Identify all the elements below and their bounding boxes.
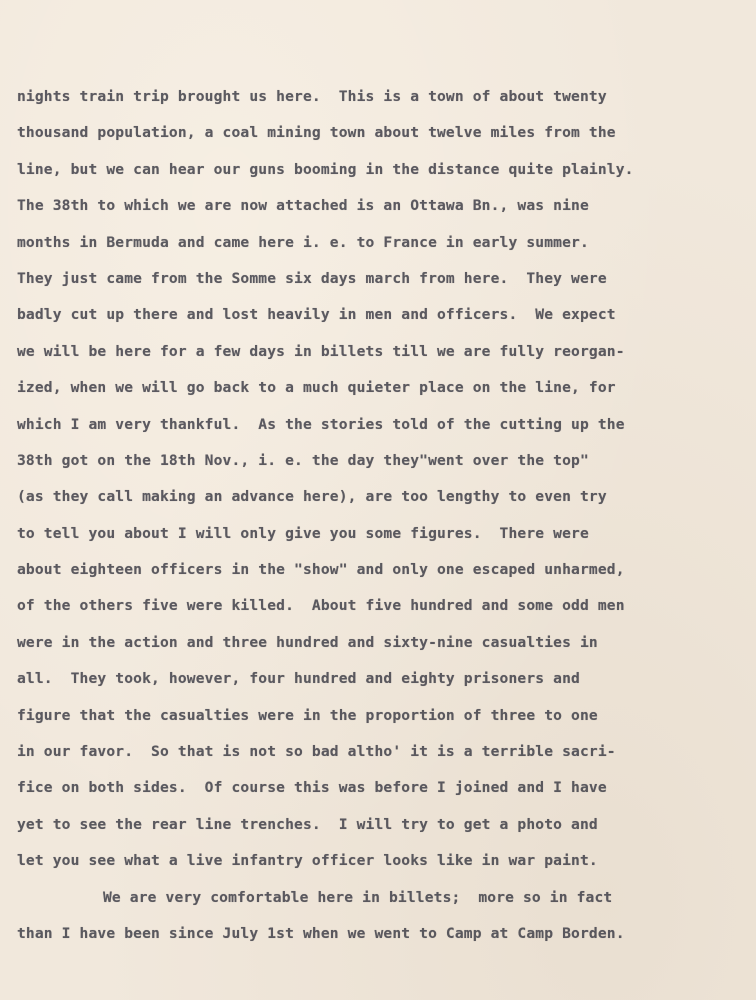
text-line: all. They took, however, four hundred and eighty prisoners and	[17, 670, 580, 688]
text-line: to tell you about I will only give you some figures. There were	[17, 524, 589, 542]
text-line: (as they call making an advance here), are too lengthy to even try	[17, 488, 607, 506]
text-line: about eighteen officers in the "show" and only one escaped unharmed,	[17, 561, 625, 579]
text-line: months in Bermuda and came here i. e. to France in early summer.	[17, 233, 589, 251]
text-line: badly cut up there and lost heavily in men and officers. We expect	[17, 306, 616, 324]
text-line: The 38th to which we are now attached is an Ottawa Bn., was nine	[17, 197, 589, 215]
text-line: were in the action and three hundred and sixty-nine casualties in	[17, 633, 598, 651]
text-line: thousand population, a coal mining town about twelve miles from the	[17, 124, 616, 142]
text-line: 38th got on the 18th Nov., i. e. the day they"went over the top"	[17, 451, 589, 469]
text-line: nights train trip brought us here. This is a town of about twenty	[17, 88, 607, 105]
text-line: ized, when we will go back to a much quieter place on the line, for	[17, 379, 616, 397]
text-line: we will be here for a few days in billets till we are fully reorgan-	[17, 342, 625, 360]
text-line: in our favor. So that is not so bad altho' it is a terrible sacri-	[17, 743, 616, 761]
text-line: line, but we can hear our guns booming in the distance quite plainly.	[17, 160, 634, 178]
text-line: let you see what a live infantry officer looks like in war paint.	[17, 852, 598, 870]
text-line: figure that the casualties were in the proportion of three to one	[17, 706, 598, 724]
text-line: which I am very thankful. As the stories told of the cutting up the	[17, 415, 625, 433]
text-line: yet to see the rear line trenches. I will try to get a photo and	[17, 815, 598, 833]
text-line: They just came from the Somme six days march from here. They were	[17, 269, 607, 287]
paragraph-start-line: We are very comfortable here in billets; more so in fact	[103, 888, 613, 906]
text-line: fice on both sides. Of course this was before I joined and I have	[17, 779, 607, 797]
text-line: of the others five were killed. About five hundred and some odd men	[17, 597, 625, 615]
text-line: than I have been since July 1st when we went to Camp at Camp Borden.	[17, 924, 625, 942]
typed-letter-body	[17, 83, 752, 956]
